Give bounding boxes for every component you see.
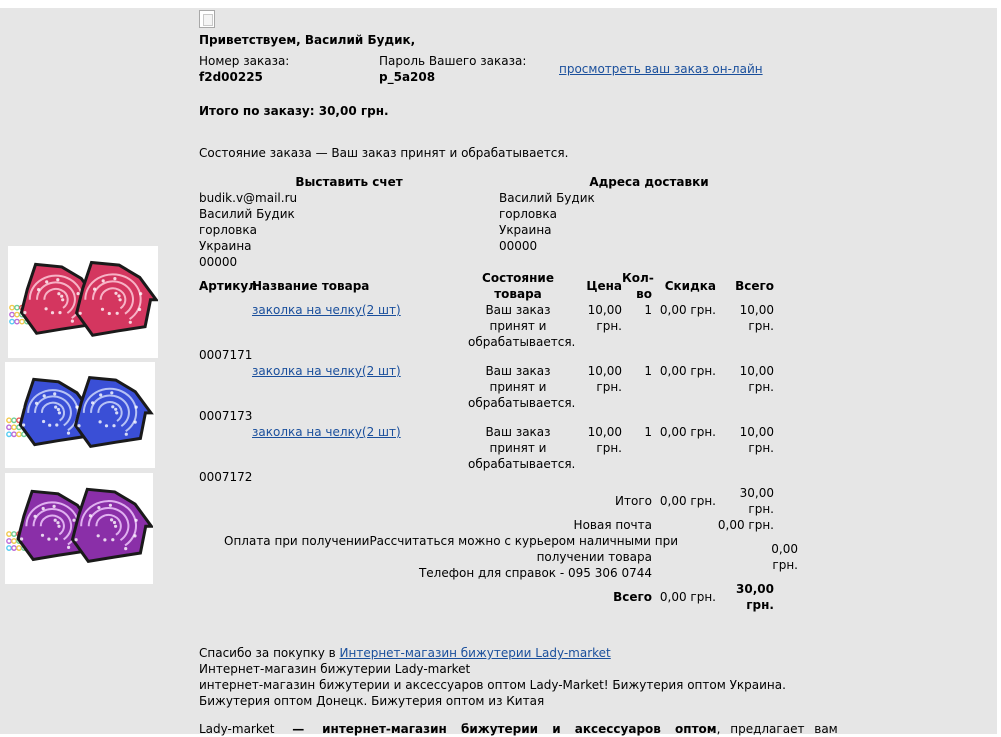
subtotal-label: Итого (615, 494, 652, 508)
header-discount: Скидка (664, 279, 716, 293)
payment-text-line2: получении товара (536, 550, 652, 564)
shop-description-line2: Бижутерия оптом Донецк. Бижутерия оптом из Китая (199, 694, 545, 708)
row-article: 0007173 (199, 409, 253, 423)
row-total-unit: грн. (748, 319, 774, 333)
rose-hairclip-icon (5, 473, 153, 584)
payment-cost-unit: грн. (772, 558, 798, 572)
product-thumb-blue[interactable] (5, 362, 155, 468)
row-qty: 1 (644, 303, 652, 317)
row-total: 10,00 (739, 303, 774, 317)
product-link-0007173[interactable]: заколка на челку(2 шт) (252, 364, 401, 378)
payment-method-label: Оплата при полученииРассчитаться можно с курьером наличными при (224, 534, 679, 548)
order-password: p_5a208 (379, 70, 436, 84)
row-price: 10,00 (587, 303, 622, 317)
row-status: обрабатывается. (468, 335, 576, 349)
row-status: Ваш заказ (485, 425, 551, 439)
row-price-unit: грн. (596, 319, 622, 333)
row-status: обрабатывается. (468, 457, 576, 471)
billing-country: Украина (199, 239, 252, 253)
row-total-unit: грн. (748, 380, 774, 394)
shipping-method-label: Новая почта (573, 518, 652, 532)
row-status: Ваш заказ (485, 303, 551, 317)
subtotal-discount: 0,00 грн. (659, 494, 716, 508)
row-total: 10,00 (739, 364, 774, 378)
order-number: f2d00225 (199, 70, 263, 84)
shipping-zip: 00000 (499, 239, 538, 253)
row-article: 0007172 (199, 470, 253, 484)
billing-name: Василий Будик (199, 207, 295, 221)
rose-hairclip-icon (5, 362, 155, 468)
shop-name: Интернет-магазин бижутерии Lady-market (199, 662, 471, 676)
header-name: Название товара (252, 279, 370, 293)
grand-total-unit: грн. (746, 598, 774, 612)
row-status: принят и (489, 441, 547, 455)
payment-phone: Телефон для справок - 095 306 0744 (418, 566, 652, 580)
row-discount: 0,00 грн. (659, 425, 716, 439)
billing-zip: 00000 (199, 255, 238, 269)
grand-total: 30,00 (736, 582, 774, 596)
row-price-unit: грн. (596, 441, 622, 455)
order-total-line: Итого по заказу: 30,00 грн. (199, 104, 389, 118)
row-discount: 0,00 грн. (659, 364, 716, 378)
header-price: Цена (586, 279, 622, 293)
shipping-heading: Адреса доставки (589, 175, 709, 189)
row-price: 10,00 (587, 425, 622, 439)
row-qty: 1 (644, 425, 652, 439)
row-status: принят и (489, 319, 547, 333)
grand-total-discount: 0,00 грн. (659, 590, 716, 604)
product-thumb-pink[interactable] (8, 246, 158, 358)
row-status: принят и (489, 380, 547, 394)
header-status-line1: Состояние (482, 271, 554, 285)
order-password-label: Пароль Вашего заказа: (379, 54, 527, 68)
rose-hairclip-icon (8, 246, 158, 358)
header-qty-line2: во (636, 287, 652, 301)
shipping-name: Василий Будик (499, 191, 595, 205)
shipping-country: Украина (499, 223, 552, 237)
header-article: Артикул (199, 279, 257, 293)
order-number-label: Номер заказа: (199, 54, 290, 68)
product-thumb-purple[interactable] (5, 473, 153, 584)
broken-image-icon (199, 10, 215, 28)
thanks-line: Спасибо за покупку в Интернет-магазин бижутерии Lady-market (199, 646, 611, 660)
row-total-unit: грн. (748, 441, 774, 455)
shipping-city: горловка (499, 207, 557, 221)
greeting: Приветствуем, Василий Будик, (199, 33, 416, 47)
row-price: 10,00 (587, 364, 622, 378)
header-status-line2: товара (494, 287, 542, 301)
header-qty-line1: Кол- (622, 271, 654, 285)
header-total: Всего (735, 279, 774, 293)
shop-link[interactable]: Интернет-магазин бижутерии Lady-market (339, 646, 611, 660)
shipping-cost: 0,00 грн. (717, 518, 774, 532)
product-link-0007171[interactable]: заколка на челку(2 шт) (252, 303, 401, 317)
row-article: 0007171 (199, 348, 253, 362)
grand-total-label: Всего (613, 590, 652, 604)
shop-intro-line: Lady-market — интернет-магазин бижутерии и аксессуаров оптом, предлагает вам (199, 722, 838, 736)
row-status: обрабатывается. (468, 396, 576, 410)
product-link-0007172[interactable]: заколка на челку(2 шт) (252, 425, 401, 439)
row-total: 10,00 (739, 425, 774, 439)
row-qty: 1 (644, 364, 652, 378)
subtotal-total-unit: грн. (748, 502, 774, 516)
row-status: Ваш заказ (485, 364, 551, 378)
row-price-unit: грн. (596, 380, 622, 394)
billing-email: budik.v@mail.ru (199, 191, 298, 205)
shop-description-line1: интернет-магазин бижутерии и аксессуаров оптом Lady-Market! Бижутерия оптом Украина. (199, 678, 786, 692)
payment-cost: 0,00 (771, 542, 798, 556)
order-status-line: Состояние заказа — Ваш заказ принят и обрабатывается. (199, 146, 569, 160)
subtotal-total: 30,00 (739, 486, 774, 500)
billing-heading: Выставить счет (295, 175, 403, 189)
view-order-online-link[interactable]: просмотреть ваш заказ он-лайн (559, 62, 763, 76)
billing-city: горловка (199, 223, 257, 237)
row-discount: 0,00 грн. (659, 303, 716, 317)
